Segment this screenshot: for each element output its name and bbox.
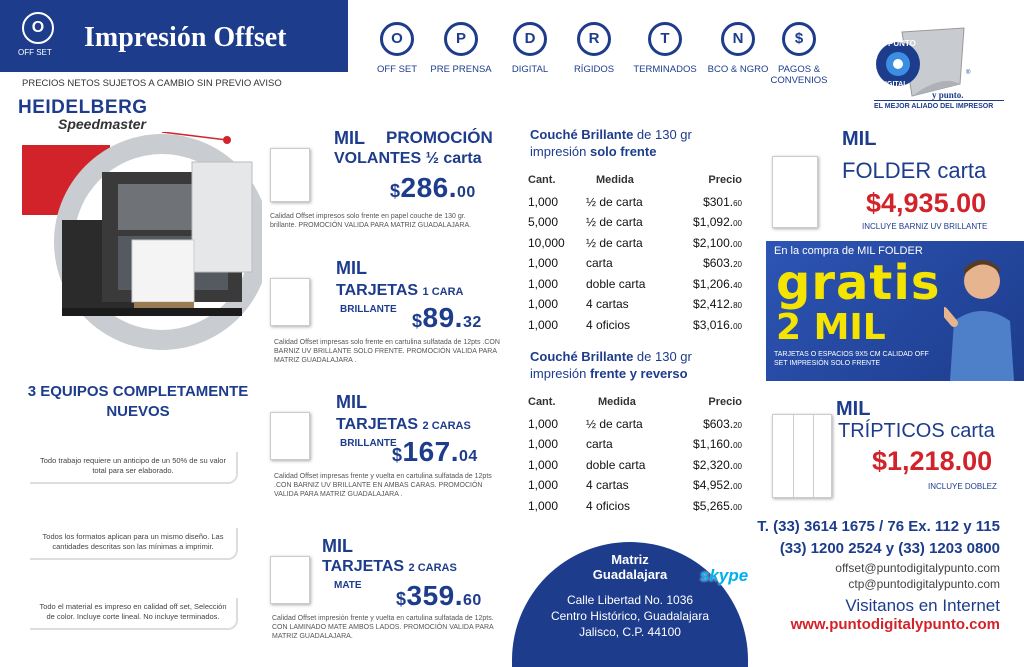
cell-price [693,277,742,291]
nav-item-digital[interactable] [495,22,565,75]
dollar-icon: $ [782,22,816,56]
logo-line3: y punto. [932,90,964,100]
table2-title-weight: de 130 gr [633,349,692,364]
cell-price-dec: 60 [733,198,742,208]
cell-price-dec: 80 [733,301,742,310]
cell-qty: 10,000 [528,235,565,250]
cell-price-dec: 00 [733,482,742,491]
matriz-title-line2: Guadalajara [592,567,668,582]
cell-qty: 1,000 [528,457,559,472]
skype-icon[interactable]: skype [700,566,749,585]
price-disclaimer: PRECIOS NETOS SUJETOS A CAMBIO SIN PREVIO AVISO [22,78,282,89]
table-row [528,256,742,277]
product4-price-int: 359. [406,580,464,611]
card-paper-icon [270,278,310,326]
punto-digital-logo [872,24,972,104]
cell-price [693,437,742,451]
cell-price-int: $2,100. [693,235,734,250]
cell-price-dec: 00 [733,441,742,450]
address-line1: Calle Libertad No. 1036 [566,593,694,607]
promo-detail: TARJETAS O ESPACIOS 9X5 CM CALIDAD OFF SET IMPRESIÓN SOLO FRENTE [774,351,929,367]
product4-name-small: 2 CARAS [408,562,457,574]
col-size: Medida [596,174,634,186]
cell-price-int: $4,952. [693,478,734,492]
table2-title-paper: Couché Brillante [530,349,634,364]
product2-name [336,282,463,300]
cell-price [693,236,742,250]
cell-price [693,297,742,311]
cell-price-dec: 40 [733,280,742,290]
logo-line1: PUNTO [888,39,916,48]
product2-desc: Calidad Offset impresas solo frente en cartulina sulfatada de 12pts .CON BARNIZ UV BRILLANTE SOLO FRENTE. PROMOCIÓN VALIDA PARA MATRIZ GUADALAJARA . [274,339,500,364]
table-row [528,417,742,438]
cell-qty: 1,000 [528,276,559,291]
cell-qty: 1,000 [528,297,559,311]
cell-price [693,478,742,492]
cell-price-dec: 20 [733,260,742,269]
table2-title-sides: frente y reverso [589,366,688,381]
table-row [528,458,742,479]
product1-price-dec: 00 [457,184,476,201]
product2-name-small: 1 CARA [422,286,464,298]
nav-item-offset[interactable] [362,22,432,75]
cell-price-dec: 00 [733,239,742,249]
triptych-paper-icon [772,414,832,498]
logo-line2: DIGITAL [880,81,908,88]
promo-condition: En la compra de MIL FOLDER [774,245,923,257]
tripticos-includes: INCLUYE DOBLEZ [928,482,997,491]
promo-gratis: gratis [776,255,941,311]
cell-price-int: $603. [703,416,734,431]
cell-price [703,417,742,431]
product4-finish: MATE [334,580,362,591]
cell-qty: 1,000 [528,478,559,492]
page-title: Impresión Offset [84,22,287,53]
product4-desc: Calidad Offset impresión frente y vuelta en cartulina sulfatada de 12pts. CON LAMINADO MATE AMBOS LADOS. PROMOCIÓN VALIDA PARA MATRIZ GUADALAJARA. [272,615,494,640]
cell-size: ½ de carta [586,416,643,431]
free-cards-promo [766,241,1024,381]
matriz-address [512,592,748,640]
visit-text: Visitanos en Internet [845,596,1000,615]
offset-badge-label: OFF SET [18,48,52,57]
cell-price-int: $1,092. [693,215,734,229]
cell-qty: 1,000 [528,416,559,431]
website-link[interactable]: www.puntodigitalypunto.com [790,616,1000,633]
cell-size: carta [586,437,613,451]
product2-mil: MIL [336,258,367,278]
nav-label: DIGITAL [511,64,549,75]
product1-mil: MIL [334,128,365,148]
cell-price [703,195,742,209]
cell-price-dec: 00 [733,502,742,512]
speedmaster-model: Speedmaster [58,116,146,132]
cell-size: 4 cartas [586,297,629,311]
product3-price-sign: $ [392,445,403,465]
col-size: Medida [598,396,636,408]
address-line3: Jalisco, C.P. 44100 [579,625,681,639]
product4-price [396,580,482,612]
product4-price-sign: $ [396,589,407,609]
table-header [528,396,742,417]
phone-primary: T. (33) 3614 1675 / 76 Ex. 112 y 115 [757,518,1000,535]
equipment-title: 3 EQUIPOS COMPLETAMENTE NUEVOS [27,383,249,420]
cell-price [693,499,742,513]
formats-note: Todos los formatos aplican para un mismo diseño. Las cantidades descritas son las mínimas a imprimir. [30,528,238,560]
matriz-address-block [512,542,748,667]
product3-name-main: TARJETAS [336,416,419,433]
product3-price [392,436,478,468]
phone-secondary: (33) 1200 2524 y (33) 1203 0800 [779,540,1000,557]
product1-price [390,172,476,204]
cell-qty: 1,000 [528,256,559,270]
cell-price-dec: 00 [733,461,742,471]
cell-price-int: $301. [703,194,734,209]
table1-title-sides: solo frente [589,144,657,159]
cell-price [693,318,742,332]
product2-price-dec: 32 [462,314,482,331]
nav-label: TERMINADOS [633,64,697,75]
cell-price-int: $603. [703,256,734,270]
nav-label: OFF SET [376,64,418,75]
product3-mil: MIL [336,392,367,412]
cell-size: doble carta [586,276,646,291]
cell-qty: 1,000 [528,437,559,451]
cell-qty: 5,000 [528,215,559,229]
cell-qty: 1,000 [528,498,559,513]
bco-ngro-icon: N [721,22,755,56]
product4-mil: MIL [322,536,353,556]
product1-price-sign: $ [390,181,401,201]
promo-quantity: 2 MIL [776,307,886,348]
cell-size: carta [586,256,613,270]
table2-title [530,348,692,382]
cell-price [693,215,742,229]
table-row [528,277,742,298]
product1-price-int: 286. [400,172,458,203]
product4-name [322,558,457,576]
nav-item-terminados[interactable] [630,22,700,75]
cell-price [703,256,742,270]
cell-price-dec: 20 [733,420,742,430]
material-note: Todo el material es impreso en calidad off set, Selección de color. Incluye corte lineal. No incluye terminados. [30,598,238,630]
table1-title [530,126,692,160]
tripticos-mil: MIL [836,398,871,420]
table-row [528,297,742,318]
table1-title-paper: Couché Brillante [530,127,634,142]
col-qty: Cant. [528,396,556,408]
nav-label: BCO & NGRO [707,64,769,75]
cell-size: doble carta [586,457,646,472]
product2-name-main: TARJETAS [336,282,419,299]
cell-price-int: $5,265. [693,498,734,513]
registered-mark: ® [966,70,971,76]
cell-price-int: $1,206. [693,276,734,291]
cell-size: ½ de carta [586,215,643,229]
matriz-title-line1: Matriz [611,552,649,567]
terminados-icon: T [648,22,682,56]
card-paper-icon [270,412,310,460]
product4-price-dec: 60 [463,592,482,609]
digital-icon: D [513,22,547,56]
table-row [528,318,742,339]
cell-price-dec: 00 [733,321,742,331]
cell-qty: 1,000 [528,317,559,332]
price-table-front [528,174,742,338]
email-ctp[interactable]: ctp@puntodigitalypunto.com [848,577,1000,591]
email-offset[interactable]: offset@puntodigitalypunto.com [835,561,1000,575]
logo-tagline: EL MEJOR ALIADO DEL IMPRESOR [874,100,1004,110]
rigidos-icon: R [577,22,611,56]
table1-title-print: impresión [530,144,590,159]
table1-title-weight: de 130 gr [633,127,692,142]
table-header [528,174,742,195]
price-table-both-sides [528,396,742,519]
cell-price-int: $2,320. [693,457,734,472]
table-row [528,499,742,520]
table-row [528,215,742,236]
tripticos-price: $1,218.00 [872,446,993,476]
product2-finish: BRILLANTE [340,304,397,315]
preprensa-icon: P [444,22,478,56]
cell-price-dec: 00 [733,219,742,228]
nav-item-pagos[interactable] [764,22,834,86]
cell-size: ½ de carta [586,194,643,209]
product1-desc: Calidad Offset impresos solo frente en papel couche de 130 gr. brillante. PROMOCIÓN VALIDA PARA MATRIZ GUADALAJARA. [270,213,472,229]
cell-qty: 1,000 [528,194,559,209]
deposit-note: Todo trabajo requiere un anticipo de un 50% de su valor total para ser elaborado. [30,452,238,484]
product1-promo: PROMOCIÓN [386,128,493,147]
nav-item-preprensa[interactable] [426,22,496,75]
cell-price [693,458,742,472]
cell-size: 4 oficios [586,317,631,332]
nav-item-bco-ngro[interactable] [703,22,773,75]
product1-name: VOLANTES ½ carta [334,150,482,167]
folder-includes: INCLUYE BARNIZ UV BRILLANTE [862,222,988,231]
folder-paper-icon [772,156,818,228]
offset-badge-icon: O [22,12,54,44]
nav-label: PRE PRENSA [430,64,492,75]
product3-name [336,416,471,434]
flyer-paper-icon [270,148,310,202]
product3-finish: BRILLANTE [340,438,397,449]
cell-price-int: $3,016. [693,317,734,332]
heidelberg-brand: HEIDELBERG [18,97,148,118]
cell-size: 4 oficios [586,498,631,513]
nav-label: RÍGIDOS [573,64,615,75]
card-paper-icon [270,556,310,604]
smiling-man-image [944,251,1014,381]
product2-price [412,302,482,334]
table-row [528,478,742,499]
product3-name-small: 2 CARAS [422,420,471,432]
col-qty: Cant. [528,174,556,186]
nav-item-rigidos[interactable] [559,22,629,75]
product4-name-main: TARJETAS [322,558,405,575]
address-line2: Centro Histórico, Guadalajara [550,609,710,623]
folder-price: $4,935.00 [866,188,987,218]
table-row [528,236,742,257]
col-price: Precio [708,396,742,408]
cell-price-int: $1,160. [693,437,734,451]
printing-press-image [22,132,262,352]
table-row [528,437,742,458]
tripticos-name: TRÍPTICOS carta [838,420,995,442]
product3-price-int: 167. [402,436,460,467]
product2-price-int: 89. [422,302,463,333]
cell-size: 4 cartas [586,478,629,492]
product3-desc: Calidad Offset impresas frente y vuelta en cartulina sulfatada de 12pts .CON BARNIZ UV BRILLANTE EN AMBAS CARAS. PROMOCIÓN VALIDA PARA MATRIZ GUADALAJARA . [274,473,492,498]
product3-price-dec: 04 [459,448,478,465]
cell-size: ½ de carta [586,235,643,250]
offset-icon: O [380,22,414,56]
table-row [528,195,742,216]
folder-name: FOLDER carta [842,158,987,183]
product2-price-sign: $ [412,311,423,331]
table2-title-print: impresión [530,366,590,381]
cell-price-int: $2,412. [693,297,734,311]
col-price: Precio [708,174,742,186]
nav-label: PAGOS & CONVENIOS [770,64,828,86]
folder-mil: MIL [842,128,877,150]
